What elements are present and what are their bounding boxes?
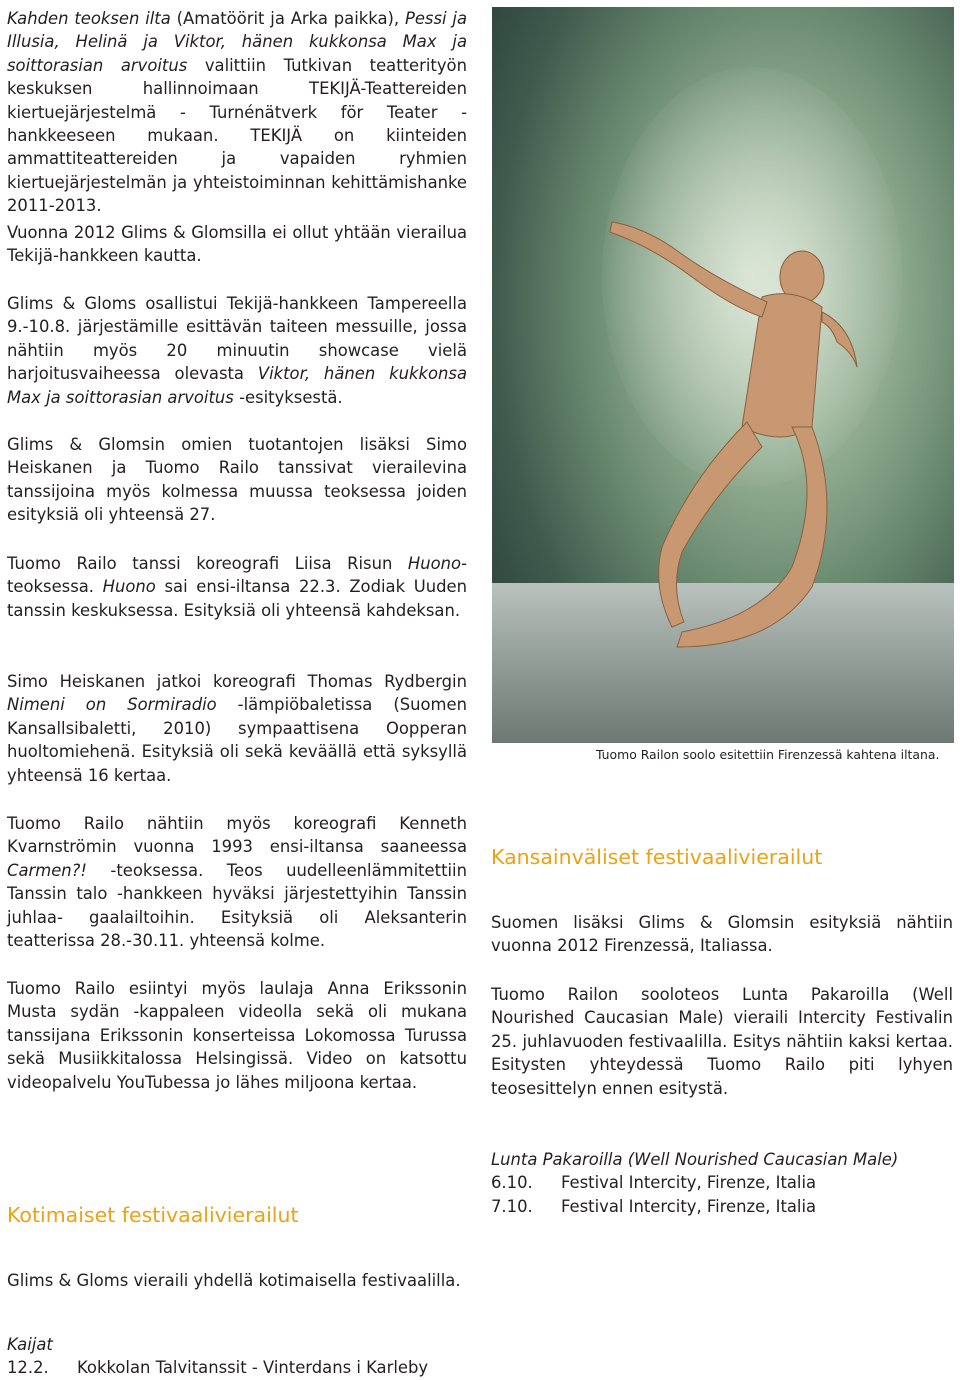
date: 7.10. xyxy=(491,1196,533,1216)
list-item xyxy=(491,1195,898,1218)
text: valittiin Tutkivan teatterityön keskuksen hallinnoimaan TEKIJÄ-Teattereiden kiertuejärjestelmä - Turnénätverk för Teater -hankkeeseen mukaan. TEKIJÄ on kiinteiden ammattiteattereiden ja vapaiden ryhmien kiertuejärjestelmän ja yhteistoiminnan kehittämishanke 2011-2013. xyxy=(7,55,467,216)
italic-work: Nimeni on Sormiradio xyxy=(7,695,217,715)
text: Tuomo Railo nähtiin myös koreografi Kenneth Kvarnströmin vuonna 1993 ensi-iltansa saaneessa xyxy=(7,814,467,857)
paragraph-guest-dancers xyxy=(7,433,467,527)
paragraph-no-visits xyxy=(7,221,467,268)
italic-work: Huono xyxy=(407,554,462,573)
italic-work: Viktor, hänen kukkonsa Max ja soittorasian arvoitus xyxy=(7,364,467,407)
text: Tuomo Railo esiintyi myös laulaja Anna Erikssonin Musta sydän -kappaleen videolla sekä oli mukana tanssijana Erikssonin konserteissa Lokomossa Turussa sekä Musiikkitalossa Helsingissä. Video on katsottu videopalvelu YouTubessa jo lähes miljoona kertaa. xyxy=(7,979,467,1092)
list-item xyxy=(491,1171,898,1194)
italic-work: Huono xyxy=(102,577,156,597)
photo-caption: Tuomo Railon soolo esitettiin Firenzessä kahtena iltana. xyxy=(596,747,940,762)
text: sai ensi-iltansa 22.3. Zodiak Uuden tanssin keskuksessa. Esityksiä oli yhteensä kahdeksan. xyxy=(7,577,468,620)
italic-work: Carmen?! xyxy=(7,860,87,880)
text: -teoksessa. xyxy=(7,554,467,597)
international-festival-list xyxy=(491,1148,898,1218)
domestic-festival-list xyxy=(7,1333,428,1380)
text: -lämpiöbaletissa (Suomen Kansallsibaletti, 2010) sympaattisena Oopperan huoltomiehenä. Esityksiä oli sekä keväällä että syksyllä yhteensä 16 kertaa. xyxy=(7,695,467,785)
international-festivals-heading: Kansainväliset festivaalivierailut xyxy=(491,845,823,869)
text: (Amatöörit ja Arka paikka), xyxy=(170,9,405,28)
italic-works: Pessi ja Illusia, Helinä ja Viktor, hänen kukkonsa Max ja soittorasian arvoitus xyxy=(7,9,467,75)
dancer-figure xyxy=(492,7,954,743)
domestic-festivals-heading: Kotimaiset festivaalivierailut xyxy=(7,1203,299,1227)
date: 12.2. xyxy=(7,1358,49,1378)
text: Glims & Gloms osallistui Tekijä-hankkeen Tampereella 9.-10.8. järjestämille esittävän taiteen messuille, jossa nähtiin myös 20 minuutin showcase vielä harjoitusvaiheessa olevasta xyxy=(7,294,467,384)
paragraph-musta-sydan xyxy=(7,977,467,1094)
paragraph-carmen xyxy=(7,812,467,952)
paragraph-firenze xyxy=(491,911,953,958)
italic-title: Kahden teoksen ilta xyxy=(7,9,171,28)
text: -esityksestä. xyxy=(233,387,343,407)
text: -teoksessa. Teos uudelleenlämmitettiin Tanssin talo -hankkeen hyväksi järjestettyihin Tanssin juhlaa- gaalailtoihin. Esityksiä oli Aleksanterin teatterissa 28.-30.11. yhteensä kolme. xyxy=(7,860,467,951)
list-item xyxy=(7,1356,428,1379)
paragraph-sormiradio xyxy=(7,670,467,787)
paragraph-huono xyxy=(7,552,467,622)
paragraph-domestic xyxy=(7,1269,467,1292)
text: Tuomo Railon sooloteos Lunta Pakaroilla (Well Nourished Caucasian Male) vieraili Intercity Festivalin 25. juhlavuoden festivaalilla. Esitys nähtiin kaksi kertaa. Esitysten yhteydessä Tuomo Railo piti lyhyen teosesittelyn ennen esitystä. xyxy=(491,985,953,1098)
work-title: Lunta Pakaroilla (Well Nourished Caucasian Male) xyxy=(491,1150,899,1169)
paragraph-tekija xyxy=(7,7,467,218)
text: Glims & Gloms vieraili yhdellä kotimaisella festivaalilla. xyxy=(7,1271,461,1290)
paragraph-intercity xyxy=(491,983,953,1100)
text: Tuomo Railo tanssi koreografi Liisa Risun xyxy=(7,554,408,573)
place: Festival Intercity, Firenze, Italia xyxy=(561,1173,817,1193)
dancer-photo xyxy=(492,7,954,743)
place: Kokkolan Talvitanssit - Vinterdans i Karleby xyxy=(77,1358,429,1378)
text: Simo Heiskanen jatkoi koreografi Thomas Rydbergin xyxy=(7,672,467,691)
text: Glims & Glomsin omien tuotantojen lisäksi Simo Heiskanen ja Tuomo Railo tanssivat vierailevina tanssijoina myös kolmessa muussa teoksessa joiden esityksiä oli yhteensä 27. xyxy=(7,435,467,525)
date: 6.10. xyxy=(491,1173,533,1193)
work-title: Kaijat xyxy=(7,1335,53,1354)
paragraph-tampere-fair xyxy=(7,292,467,409)
text: Suomen lisäksi Glims & Glomsin esityksiä nähtiin vuonna 2012 Firenzessä, Italiassa. xyxy=(491,913,953,956)
place: Festival Intercity, Firenze, Italia xyxy=(561,1196,817,1216)
text: Vuonna 2012 Glims & Glomsilla ei ollut yhtään vierailua Tekijä-hankkeen kautta. xyxy=(7,223,467,266)
